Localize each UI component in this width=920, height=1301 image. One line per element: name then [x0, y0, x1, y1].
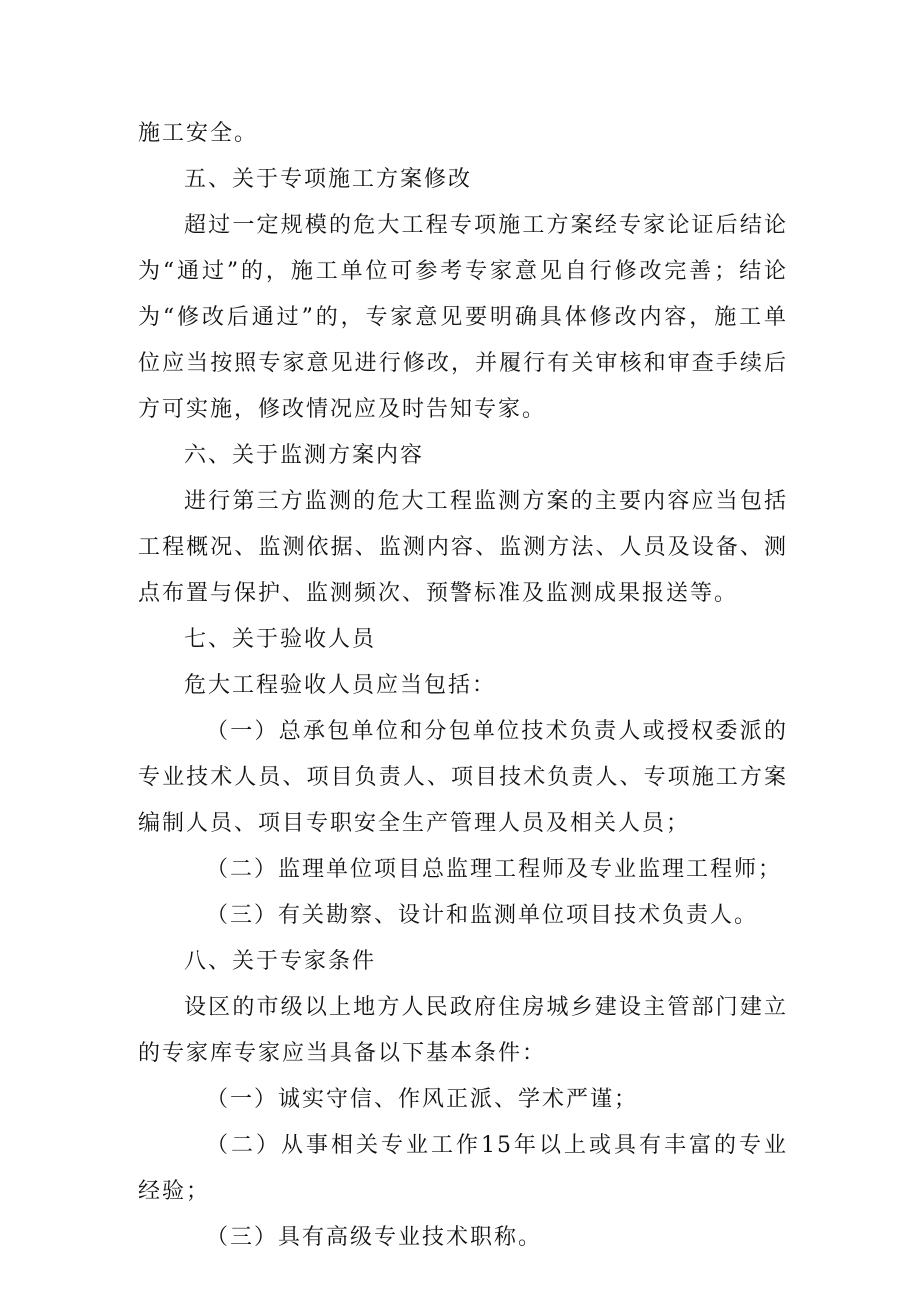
section-heading-7: 七、关于验收人员: [184, 627, 377, 652]
paragraph-acceptance-intro: 危大工程验收人员应当包括：: [184, 673, 497, 698]
section-heading-5: 五、关于专项施工方案修改: [184, 167, 473, 192]
paragraph-continuation: 施工安全。: [138, 121, 259, 146]
list-item-acceptance-1: （一）总承包单位和分包单位技术负责人或授权委派的专业技术人员、项目负责人、项目技术负责人、专项施工方案编制人员、项目专职安全生产管理人员及相关人员；: [138, 719, 788, 836]
paragraph-plan-revision: 超过一定规模的危大工程专项施工方案经专家论证后结论为“通过”的，施工单位可参考专家意见自行修改完善；结论为“修改后通过”的，专家意见要明确具体修改内容，施工单位应当按照专家意见进行修改，并履行有关审核和审查手续后方可实施，修改情况应及时告知专家。: [138, 213, 788, 422]
paragraph-expert-intro: 设区的市级以上地方人民政府住房城乡建设主管部门建立的专家库专家应当具备以下基本条件：: [138, 995, 788, 1066]
list-item-expert-1: （一）诚实守信、作风正派、学术严谨；: [206, 1087, 639, 1112]
document-body: [138, 111, 788, 1261]
list-item-acceptance-2: （二）监理单位项目总监理工程师及专业监理工程师；: [206, 857, 783, 882]
list-item-acceptance-3: （三）有关勘察、设计和监测单位项目技术负责人。: [206, 903, 759, 928]
paragraph-monitoring-plan: 进行第三方监测的危大工程监测方案的主要内容应当包括工程概况、监测依据、监测内容、监测方法、人员及设备、测点布置与保护、监测频次、预警标准及监测成果报送等。: [138, 489, 788, 606]
section-heading-8: 八、关于专家条件: [184, 949, 377, 974]
section-heading-6: 六、关于监测方案内容: [184, 443, 425, 468]
list-item-expert-3: （三）具有高级专业技术职称。: [206, 1225, 543, 1250]
list-item-expert-2: （二）从事相关专业工作15年以上或具有丰富的专业经验；: [138, 1133, 788, 1204]
